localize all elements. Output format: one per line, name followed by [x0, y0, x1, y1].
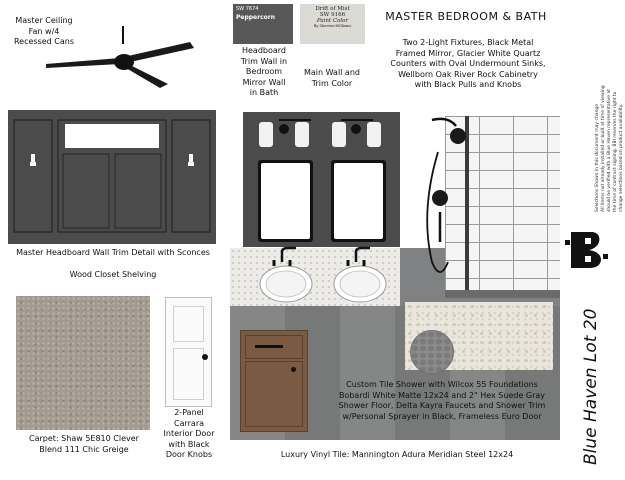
mist-name: Drift of Mist	[315, 6, 350, 12]
quartz-countertop-image	[230, 248, 400, 306]
signature-lot: Blue Haven Lot 20	[581, 308, 601, 465]
peppercorn-name: Peppercorn	[236, 14, 275, 21]
mist-brand: By Sherwin-Williams	[313, 24, 352, 28]
peppercorn-caption: Headboard Trim Wall in Bedroom Mirror Wall in Bath	[240, 46, 288, 97]
carpet-caption: Carpet: Shaw 5E810 Clever Blend 111 Chic Greige	[29, 434, 139, 454]
disclaimer: Selections Shown in this document may change All items not already installed or built at time of viewing should be verified with a Blue Haven representative at the time of contract signing. BBI reserves the right to change selections based on product availability.	[595, 85, 624, 212]
cabinet-sample-image	[240, 330, 308, 432]
mist-caption: Main Wall and Trim Color	[304, 68, 360, 88]
hex-tile-sample-image	[410, 330, 454, 374]
bath-description: Two 2-Light Fixtures, Black Metal Framed Mirror, Glacier White Quartz Counters with Oval Undermount Sinks, Wellborn Oak River Rock Cabinetry with Black Pulls and Knobs	[390, 38, 546, 89]
peppercorn-swatch	[233, 4, 293, 44]
fan-label: Master Ceiling Fan w/4 Recessed Cans	[13, 16, 75, 46]
carpet-sample-image	[16, 296, 150, 430]
blue-haven-logo	[565, 228, 609, 272]
closet-caption: Wood Closet Shelving	[69, 270, 157, 279]
door-caption: 2-Panel Carrara Interior Door with Black Door Knobs	[163, 408, 215, 459]
bath-mirror-wall-image	[243, 112, 400, 247]
lvt-caption: Luxury Vinyl Tile: Mannington Adura Meridian Steel 12x24	[280, 450, 514, 459]
mist-type: Paint Color	[316, 18, 349, 24]
peppercorn-code: SW 7674	[236, 6, 259, 12]
shower-description: Custom Tile Shower with Wilcox 55 Foundations Bobardi White Matte 12x24 and 2" Hex Suede Gray Shower Floor, Delta Kayra Faucets and Shower Trim w/Personal Sprayer in Black, Frameless Euro Door	[338, 380, 546, 421]
page-title: MASTER BEDROOM & BATH	[385, 10, 547, 23]
headboard-wall-image	[8, 110, 216, 244]
headboard-caption: Master Headboard Wall Trim Detail with Sconces	[16, 248, 210, 257]
mist-swatch	[300, 4, 365, 44]
shower-trim-image	[418, 112, 468, 292]
interior-door-image	[165, 297, 212, 407]
mist-code: SW 9166	[319, 12, 346, 18]
